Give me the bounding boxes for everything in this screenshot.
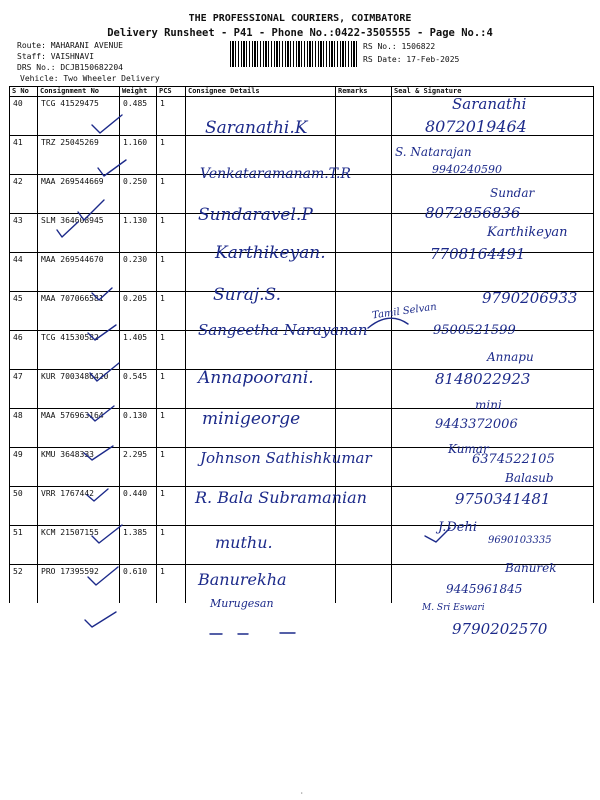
consignee-handwriting: Annapoorani. xyxy=(198,368,314,388)
cell-weight: 0.205 xyxy=(120,292,157,331)
cell-consignment: MAA 269544669 xyxy=(38,175,120,214)
consignee-handwriting: Karthikeyan. xyxy=(215,243,326,263)
cell-sno: 48 xyxy=(10,409,38,448)
cell-consignment: KCM 21507155 xyxy=(38,526,120,565)
phone-handwriting: 9690103335 xyxy=(488,535,552,546)
signature-handwriting: mini xyxy=(475,398,502,412)
cell-sno: 52 xyxy=(10,565,38,604)
cell-pcs: 1 xyxy=(157,370,186,409)
phone-handwriting: 8072019464 xyxy=(425,117,527,136)
signature-handwriting: S. Natarajan xyxy=(395,145,472,159)
signature-handwriting: Banurek xyxy=(505,561,557,575)
cell-weight: 0.485 xyxy=(120,97,157,136)
check-mark-icon xyxy=(88,406,114,421)
consignee-handwriting: Murugesan xyxy=(210,597,274,610)
pen-stroke xyxy=(425,528,450,542)
phone-handwriting: 9790206933 xyxy=(482,289,578,307)
consignee-handwriting: Sangeetha Narayanan xyxy=(198,321,368,339)
col-remarks: Remarks xyxy=(336,87,392,97)
cell-sno: 41 xyxy=(10,136,38,175)
cell-weight: 1.385 xyxy=(120,526,157,565)
cell-consignment: MAA 707066581 xyxy=(38,292,120,331)
cell-pcs: 1 xyxy=(157,448,186,487)
check-mark-icon xyxy=(92,115,122,133)
check-mark-icon xyxy=(84,446,113,460)
cell-pcs: 1 xyxy=(157,565,186,604)
cell-pcs: 1 xyxy=(157,487,186,526)
cell-pcs: 1 xyxy=(157,175,186,214)
consignee-handwriting: Sundaravel.P xyxy=(198,205,313,225)
cell-sno: 42 xyxy=(10,175,38,214)
col-weight: Weight xyxy=(120,87,157,97)
cell-pcs: 1 xyxy=(157,331,186,370)
cell-consignment: SLM 364608945 xyxy=(38,214,120,253)
check-mark-icon xyxy=(57,222,78,237)
cell-consignment: TRZ 25045269 xyxy=(38,136,120,175)
cell-weight: 0.230 xyxy=(120,253,157,292)
cell-sno: 43 xyxy=(10,214,38,253)
signature-handwriting: M. Sri Eswari xyxy=(422,603,485,613)
check-mark-icon xyxy=(88,325,116,340)
consignee-handwriting: Venkataramanam.T.R xyxy=(200,166,351,182)
cell-pcs: 1 xyxy=(157,214,186,253)
rs-date: RS Date: 17-Feb-2025 xyxy=(363,55,460,64)
cell-sno: 49 xyxy=(10,448,38,487)
cell-weight: 0.440 xyxy=(120,487,157,526)
cell-sno: 47 xyxy=(10,370,38,409)
vehicle-label: Vehicle: Two Wheeler Delivery xyxy=(20,74,160,83)
signature-handwriting: Balasub xyxy=(505,471,554,485)
check-mark-icon xyxy=(88,567,118,585)
route-label: Route: MAHARANI AVENUE xyxy=(17,41,123,50)
cell-sno: 45 xyxy=(10,292,38,331)
rs-number: RS No.: 1506822 xyxy=(363,42,436,51)
phone-handwriting: 9445961845 xyxy=(446,582,523,596)
cell-weight: 0.250 xyxy=(120,175,157,214)
cell-weight: 1.405 xyxy=(120,331,157,370)
cell-weight: 1.160 xyxy=(120,136,157,175)
phone-handwriting: 9940240590 xyxy=(432,163,502,176)
phone-handwriting: 8072856836 xyxy=(425,204,521,222)
cell-sno: 46 xyxy=(10,331,38,370)
cell-consignment: PRO 17395592 xyxy=(38,565,120,604)
cell-pcs: 1 xyxy=(157,253,186,292)
runsheet-title: Delivery Runsheet - P41 - Phone No.:0422-3505555 - Page No.:4 xyxy=(107,27,493,39)
check-mark-icon xyxy=(90,363,119,381)
cell-weight: 0.610 xyxy=(120,565,157,604)
check-mark-icon xyxy=(87,489,108,501)
cell-pcs: 1 xyxy=(157,292,186,331)
phone-handwriting: 9790202570 xyxy=(452,620,548,638)
cell-consignment: MAA 576963164 xyxy=(38,409,120,448)
page-corner-mark: · xyxy=(300,790,304,797)
phone-handwriting: 7708164491 xyxy=(430,245,526,263)
cell-consignment: TCG 41529475 xyxy=(38,97,120,136)
cell-consignment: MAA 269544670 xyxy=(38,253,120,292)
col-consignee: Consignee Details xyxy=(186,87,336,97)
cell-sno: 51 xyxy=(10,526,38,565)
signature-handwriting: J.Dehi xyxy=(438,520,477,535)
cell-sno: 50 xyxy=(10,487,38,526)
signature-handwriting: Sundar xyxy=(490,186,535,200)
cell-weight: 0.545 xyxy=(120,370,157,409)
cell-consignment: KUR 7003486420 xyxy=(38,370,120,409)
consignee-handwriting: muthu. xyxy=(215,533,273,552)
consignee-handwriting: Johnson Sathishkumar xyxy=(200,449,372,467)
cell-pcs: 1 xyxy=(157,526,186,565)
consignee-handwriting: Saranathi.K xyxy=(205,118,308,138)
check-mark-icon xyxy=(92,288,112,300)
consignee-handwriting: minigeorge xyxy=(202,409,301,429)
signature-handwriting: Saranathi xyxy=(452,95,527,113)
signature-handwriting: Karthikeyan xyxy=(487,225,568,240)
cell-weight: 2.295 xyxy=(120,448,157,487)
consignee-handwriting: Banurekha xyxy=(198,570,287,589)
consignee-handwriting: Suraj.S. xyxy=(213,285,281,305)
phone-handwriting: 9443372006 xyxy=(435,417,518,432)
signature-handwriting: Kumar xyxy=(448,442,489,456)
pen-stroke xyxy=(368,318,408,328)
cell-consignment: VRR 1767442 xyxy=(38,487,120,526)
drs-number: DRS No.: DCJB150682204 xyxy=(17,63,123,72)
cell-consignment: KMU 3648333 xyxy=(38,448,120,487)
phone-handwriting: 6374522105 xyxy=(472,452,555,467)
cell-consignment: TCG 41530582 xyxy=(38,331,120,370)
phone-handwriting: 9750341481 xyxy=(455,490,551,508)
col-consignment: Consignment No xyxy=(38,87,120,97)
cell-sno: 40 xyxy=(10,97,38,136)
col-pcs: PCS xyxy=(157,87,186,97)
staff-label: Staff: VAISHNAVI xyxy=(17,52,95,61)
phone-handwriting: 8148022923 xyxy=(435,370,531,388)
cell-weight: 0.130 xyxy=(120,409,157,448)
check-mark-icon xyxy=(98,160,126,176)
consignee-handwriting: R. Bala Subramanian xyxy=(195,488,367,507)
company-title: THE PROFESSIONAL COURIERS, COIMBATORE xyxy=(188,13,412,24)
cell-pcs: 1 xyxy=(157,409,186,448)
col-signature: Seal & Signature xyxy=(392,87,594,97)
check-mark-icon xyxy=(78,200,104,220)
check-mark-icon xyxy=(85,612,116,627)
signature-handwriting: Annapu xyxy=(487,350,534,364)
pen-stroke xyxy=(210,633,295,634)
cell-pcs: 1 xyxy=(157,136,186,175)
cell-weight: 1.130 xyxy=(120,214,157,253)
signature-handwriting: Tamil Selvan xyxy=(371,301,438,322)
check-mark-icon xyxy=(92,525,122,543)
cell-sno: 44 xyxy=(10,253,38,292)
phone-handwriting: 9500521599 xyxy=(433,323,516,338)
cell-pcs: 1 xyxy=(157,97,186,136)
col-sno: S No xyxy=(10,87,38,97)
